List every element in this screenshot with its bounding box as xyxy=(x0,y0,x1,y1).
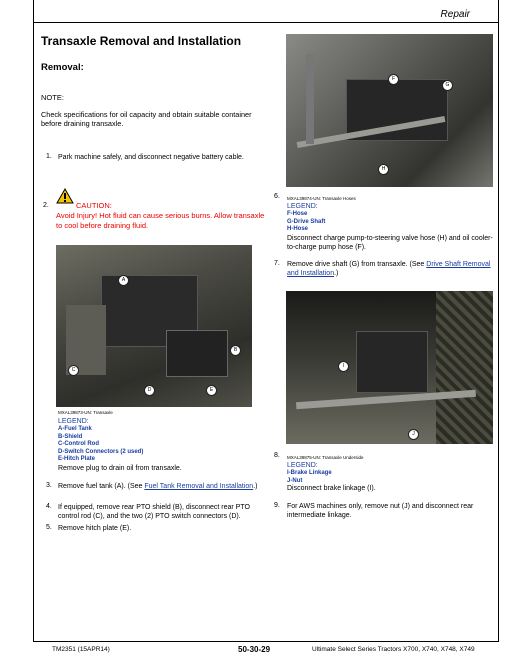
fuel-tank-link[interactable]: Fuel Tank Removal and Installation xyxy=(144,483,254,490)
step-7-text xyxy=(287,260,493,278)
footer-rule xyxy=(33,641,498,642)
figure-3-caption: MXAL39875-UN: Transaxle Underside xyxy=(287,455,364,460)
figure-2-legend-title: LEGEND: xyxy=(287,203,318,210)
caution-icon xyxy=(56,188,74,209)
footer-doc-id: TM2351 (15APR14) xyxy=(52,646,110,653)
caution-text: Avoid Injury! Hot fluid can cause serious burns. Allow transaxle to cool before draining fluid. xyxy=(56,211,265,230)
step-5-text: Remove hitch plate (E). xyxy=(58,525,132,532)
step-3-number: 3. xyxy=(46,482,52,489)
hoses-photo xyxy=(286,34,493,187)
figure-3-legend xyxy=(287,470,332,485)
figure-1-followup: Remove plug to drain oil from transaxle. xyxy=(58,465,182,472)
figure-3-legend-title: LEGEND: xyxy=(287,462,318,469)
step-7-text-post: .) xyxy=(334,270,339,277)
step-6-number: 6. xyxy=(274,193,280,200)
legend-item: I-Brake Linkage xyxy=(287,470,332,476)
caution-label: CAUTION: xyxy=(76,201,112,210)
callout-a: A xyxy=(118,275,129,286)
callout-i: I xyxy=(338,361,349,372)
step-2-number: 2. xyxy=(43,202,49,209)
step-3-text xyxy=(58,482,270,491)
figure-2-legend xyxy=(287,211,325,234)
legend-item: A-Fuel Tank xyxy=(58,426,92,432)
note-text: Check specifications for oil capacity and obtain suitable container before draining transaxle. xyxy=(41,110,252,128)
step-8-text: Disconnect brake linkage (I). xyxy=(287,485,376,492)
callout-c: C xyxy=(68,365,79,376)
step-5-number: 5. xyxy=(46,524,52,531)
step-3-text-post: .) xyxy=(253,483,258,490)
section-header: Repair xyxy=(440,9,470,20)
header-rule xyxy=(33,22,498,23)
step-9-text: For AWS machines only, remove nut (J) and disconnect rear intermediate linkage. xyxy=(287,503,474,519)
footer-product: Ultimate Select Series Tractors X700, X740, X748, X749 xyxy=(312,646,475,653)
underside-photo xyxy=(286,291,493,444)
section-subtitle: Removal: xyxy=(41,62,84,73)
legend-item: B-Shield xyxy=(58,433,83,440)
legend-item: E-Hitch Plate xyxy=(58,456,96,462)
callout-g: G xyxy=(442,80,453,91)
callout-b: B xyxy=(230,345,241,356)
figure-1-legend xyxy=(58,426,143,464)
step-3-text-pre: Remove fuel tank (A). (See xyxy=(58,483,145,490)
step-1-number: 1. xyxy=(46,153,52,160)
drive-shaft-link[interactable]: Drive Shaft Removal and Installation xyxy=(287,261,491,277)
callout-e: E xyxy=(206,385,217,396)
legend-item: D-Switch Connectors (2 used) xyxy=(58,448,144,455)
callout-d: D xyxy=(144,385,155,396)
legend-item: J-Nut xyxy=(287,477,303,484)
legend-item: C-Control Rod xyxy=(58,441,99,447)
step-7-text-pre: Remove drive shaft (G) from transaxle. (See xyxy=(287,261,427,268)
callout-h: H xyxy=(378,164,389,175)
legend-item: F-Hose xyxy=(287,211,308,217)
step-9-number: 9. xyxy=(274,502,280,509)
callout-f: F xyxy=(388,74,399,85)
note-label: NOTE: xyxy=(41,93,64,102)
step-6-text: Disconnect charge pump-to-steering valve hose (H) and oil cooler-to-charge pump hose (F). xyxy=(287,235,493,251)
step-8-number: 8. xyxy=(274,452,280,459)
page-title: Transaxle Removal and Installation xyxy=(41,34,242,48)
legend-item: H-Hose xyxy=(287,226,309,232)
step-1-text: Park machine safely, and disconnect negative battery cable. xyxy=(58,154,244,161)
legend-item: G-Drive Shaft xyxy=(287,218,326,225)
callout-j: J xyxy=(408,429,419,440)
transaxle-photo xyxy=(56,245,252,407)
footer-page-number: 50-30-29 xyxy=(238,645,271,654)
figure-1-caption: MXAL39873-UN: Transaxle xyxy=(58,410,113,415)
step-7-number: 7. xyxy=(274,260,280,267)
figure-2-caption: MXAL39874-UN: Transaxle Hoses xyxy=(287,196,356,201)
figure-1-legend-title: LEGEND: xyxy=(58,418,89,425)
step-4-text: If equipped, remove rear PTO shield (B), disconnect rear PTO control rod (C), and the two (2) PTO switch connectors (D). xyxy=(58,504,250,520)
step-4-number: 4. xyxy=(46,503,52,510)
